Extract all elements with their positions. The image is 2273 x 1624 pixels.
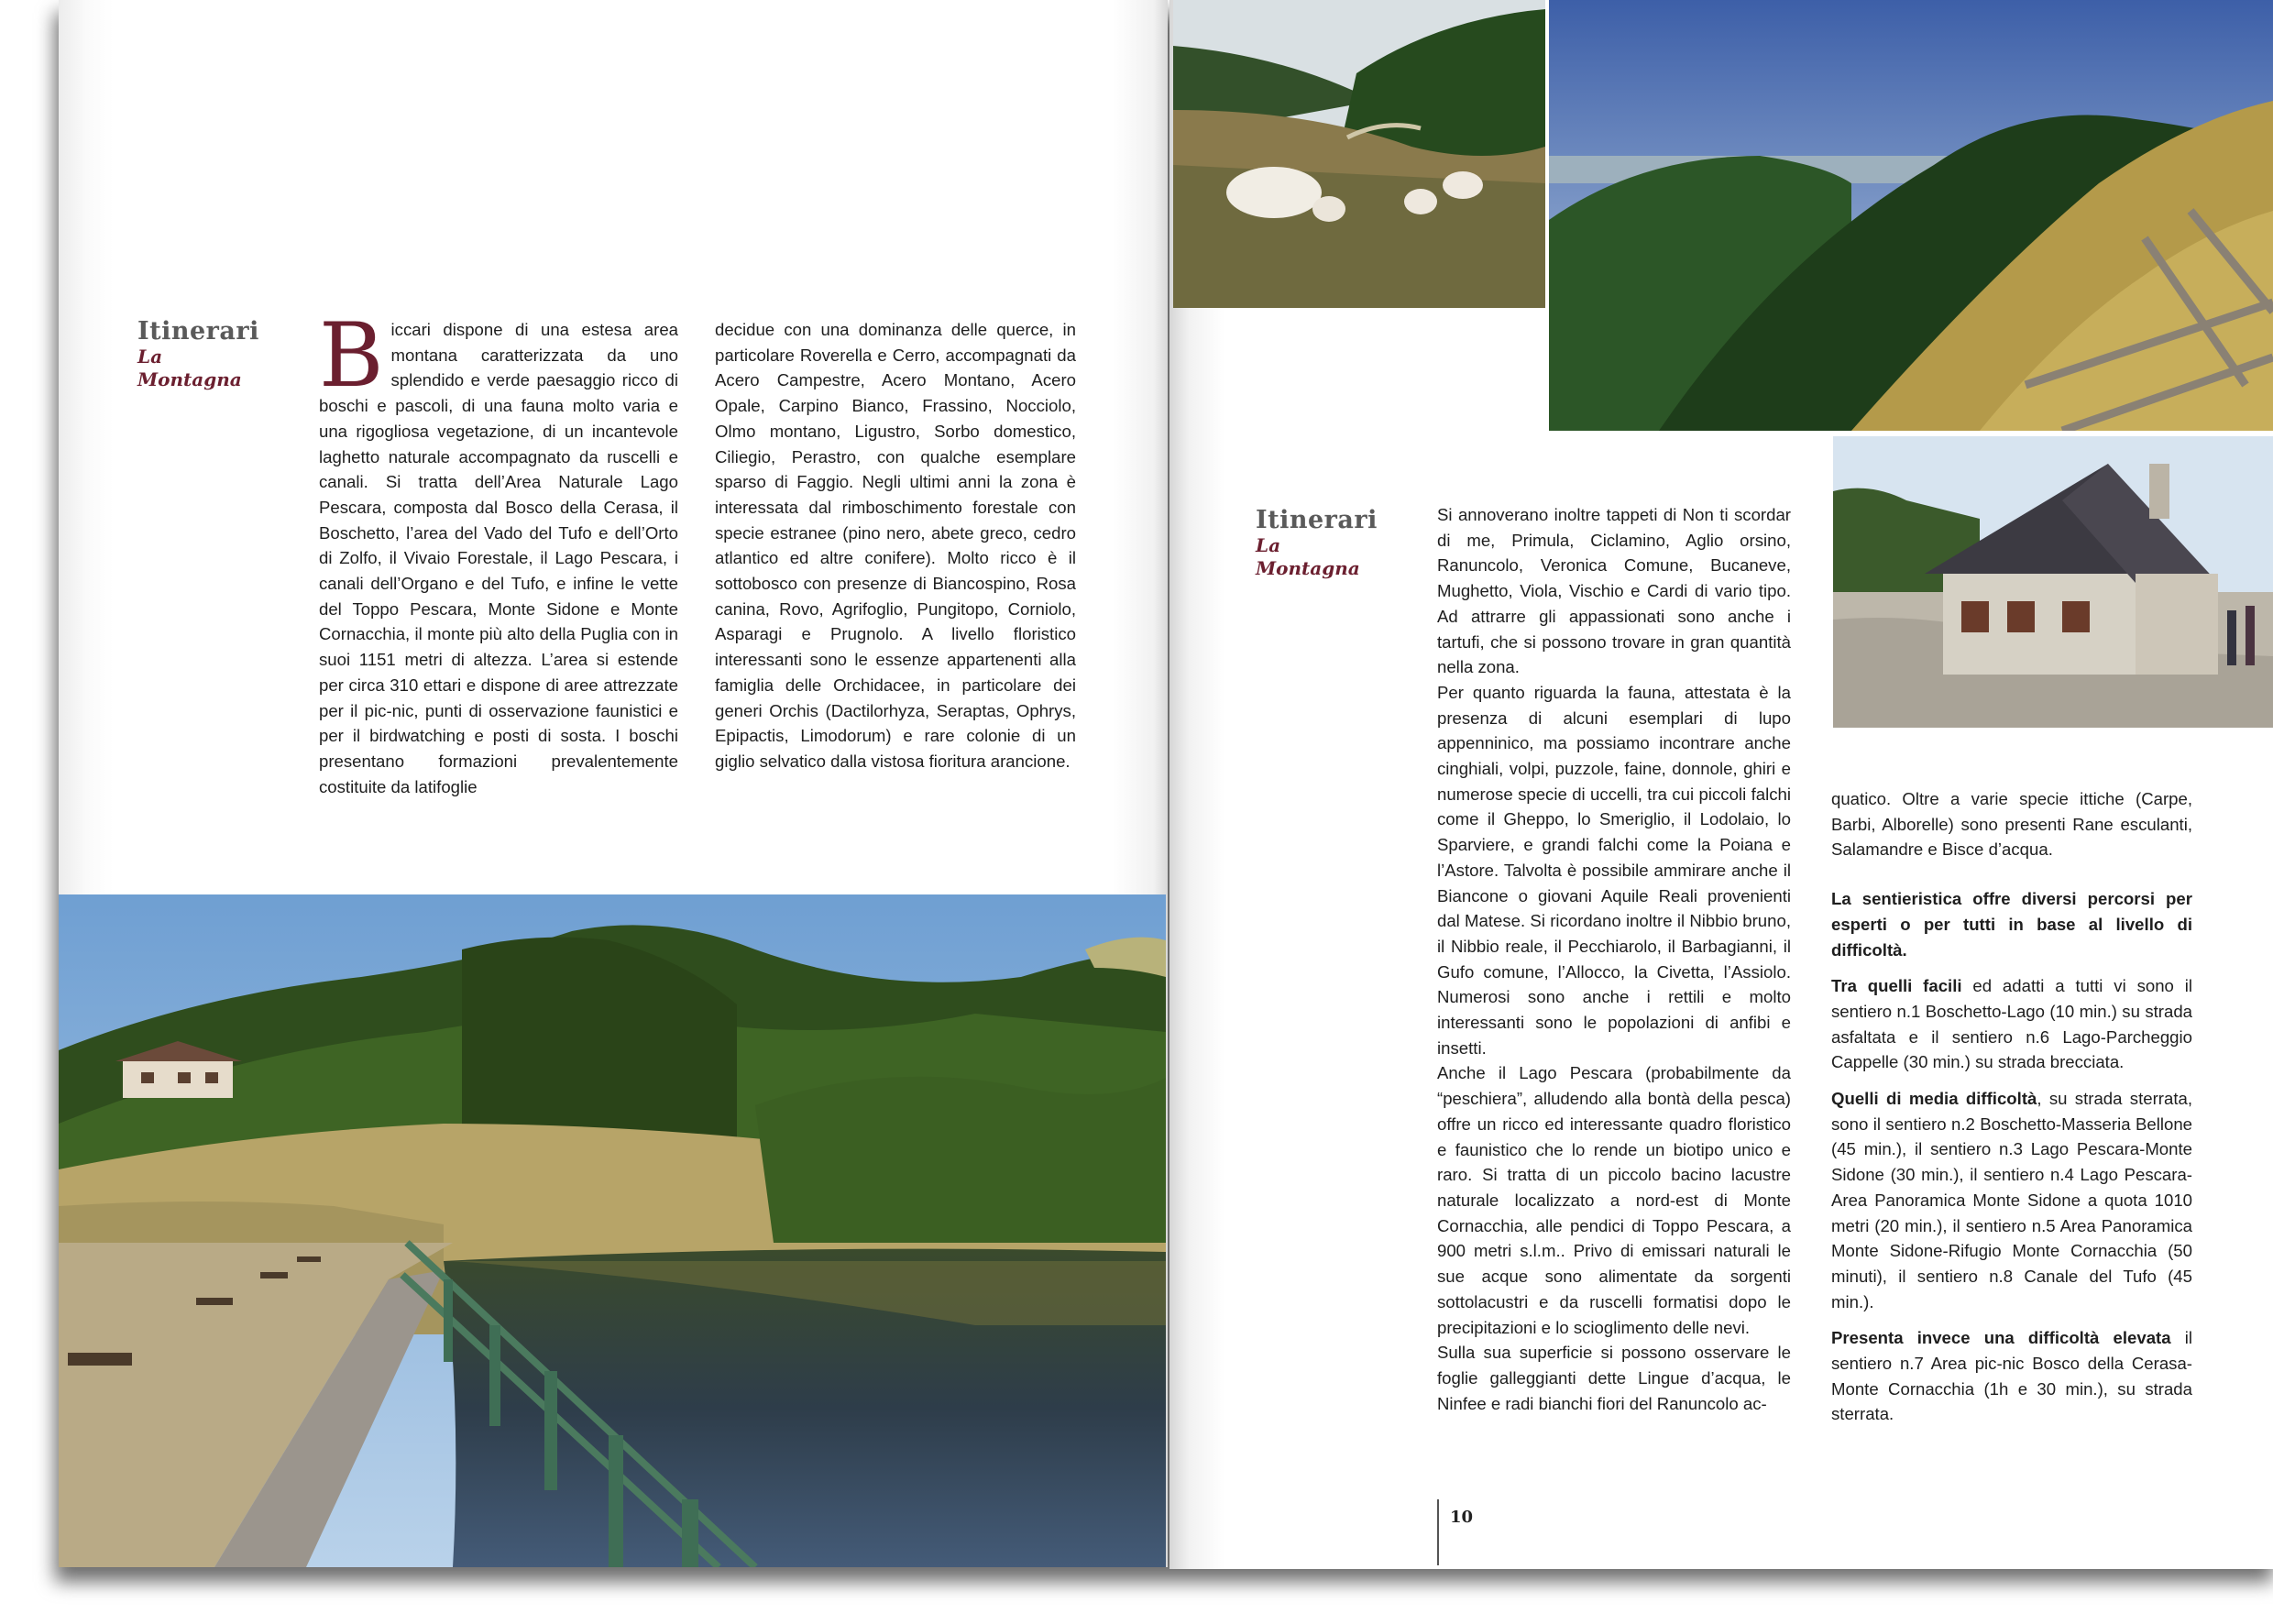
hard-trails-label: Presenta invece una difficoltà elevata — [1831, 1328, 2171, 1348]
easy-trails-text: ed adatti a tutti vi sono il sentiero n.1 Boschetto-Lago (10 min.) su strada asfaltata e il sentiero n.6 Lago-Parcheggio Cappelle (30 min.) su strada brecciata. — [1831, 976, 2192, 1072]
right-text-column-1 — [1437, 502, 1791, 1416]
heading-title: Itinerari — [1256, 506, 1378, 534]
cows-photo — [1173, 0, 1545, 308]
left-col1-text: iccari dispone di una estesa area montana caratterizzata da uno splendido e verde paesaggio ricco di boschi e pascoli, di una fauna molto varia e una rigogliosa vegetazione, di un incantevole laghetto naturale accompagnato da ruscelli e canali. Si tratta dell’Area Naturale Lago Pescara, composta dal Bosco della Cerasa, il Boschetto, l’area del Vado del Tufo e dell’Orto di Zolfo, il Vivaio Forestale, il Lago Pescara, i canali dell’Organo e del Tufo, e infine le vette del Toppo Pescara, Monte Sidone e Monte Cornacchia, il monte più alto della Puglia con in suoi 1151 metri di altezza. L’area si estende per circa 310 ettari e dispone di aree attrezzate per il pic-nic, punti di osservazione faunistici e per il birdwatching e posti di sosta. I boschi presentano formazioni prevalentemente costituite da latifoglie — [319, 320, 678, 796]
drop-cap: B — [319, 304, 384, 407]
heading-subtitle-line1: La — [1256, 534, 1281, 556]
mountain-refuge-photo — [1833, 436, 2273, 728]
hard-trails-text: il sentiero n.7 Area pic-nic Bosco della Cerasa-Monte Cornacchia (1h e 30 min.), su strada sterrata. — [1831, 1328, 2192, 1424]
lake-photo — [59, 894, 1166, 1567]
right-page — [1169, 0, 2273, 1569]
page-number: 10 — [1450, 1508, 1474, 1527]
heading-title: Itinerari — [137, 317, 259, 346]
right-text-column-2 — [1831, 786, 2192, 1427]
heading-subtitle-line2: Montagna — [137, 368, 242, 390]
paragraph-flowers: Si annoverano inoltre tappeti di Non ti scordar di me, Primula, Ciclamino, Aglio orsino, Ranuncolo, Veronica Comune, Bucaneve, Mughetto, Viola, Vischio e Cardi di vario tipo. Ad attrarre gli appassionati sono anche i tartufi, che si possono trovare in gran quantità nella zona. — [1437, 505, 1791, 677]
medium-trails-text: , su strada sterrata, sono il sentiero n.2 Boschetto-Masseria Bellone (45 min.), il sentiero n.3 Lago Pescara-Monte Sidone (30 min.), il sentiero n.4 Lago Pescara-Area Panoramica Monte Sidone a quota 1010 metri (20 min.), il sentiero n.5 Area Panoramica Monte Sidone-Rifugio Monte Cornacchia (50 minuti), il sentiero n.8 Canale del Tufo (45 min.). — [1831, 1089, 2193, 1311]
easy-trails-label: Tra quelli facili — [1831, 976, 1962, 996]
page-number-rule — [1437, 1499, 1439, 1565]
hills-photo — [1549, 0, 2273, 431]
trails-intro: La sentieristica offre diversi percorsi per esperti o per tutti in base al livello di difficoltà. — [1831, 889, 2192, 960]
paragraph-lake: Anche il Lago Pescara (probabilmente da “peschiera”, alludendo alla bontà della pesca) offre un ricco ed interessante quadro floristico e faunistico che lo rende un biotipo unico e raro. Si tratta di un piccolo bacino lacustre naturale localizzato a nord-est di Monte Cornacchia, alle pendici di Toppo Pescara, a 900 metri s.l.m.. Privo di emissari naturali le sue acque sono alimentate da sorgenti sottolacustri e da ruscelli formatisi dopo le precipitazioni e lo scioglimento delle nevi. — [1437, 1063, 1791, 1337]
heading-subtitle-line1: La — [137, 346, 163, 368]
left-col2-text: decidue con una dominanza delle querce, in particolare Roverella e Cerro, accompagnati da Acero Campestre, Acero Montano, Acero Opale, Carpino Bianco, Frassino, Nocciolo, Olmo montano, Ligustro, Sorbo domestico, Ciliegio, Perastro, con qualche esemplare sparso di Faggio. Negli ultimi anni la zona è interessata dal rimboschimento forestale con specie estranee (pino nero, abete greco, cedro atlantico ed altre conifere). Molto ricco è il sottobosco con presenze di Biancospino, Rosa canina, Rovo, Agrifoglio, Pungitopo, Corniolo, Asparagi e Prugnolo. A livello floristico interessanti sono le essenze appartenenti alla famiglia delle Orchidacee, in particolare dei generi Orchis (Dactilorhyza, Seraptas, Ophrys, Epipactis, Limodorum) e rare colonie di un giglio selvatico dalla vistosa fioritura arancione. — [715, 320, 1076, 771]
right-section-heading — [1256, 506, 1378, 580]
paragraph-aquatic: quatico. Oltre a varie specie ittiche (Carpe, Barbi, Alborelle) sono presenti Rane esculanti, Salamandre e Bisce d’acqua. — [1831, 789, 2192, 860]
paragraph-surface: Sulla sua superficie si possono osservare le foglie galleggianti dette Lingue d’acqua, le Ninfee e radi bianchi fiori del Ranuncolo ac- — [1437, 1343, 1791, 1413]
left-text-column-1 — [319, 304, 678, 799]
heading-subtitle-line2: Montagna — [1256, 557, 1360, 579]
left-section-heading — [137, 317, 259, 391]
left-text-column-2 — [715, 317, 1076, 774]
left-page — [59, 0, 1168, 1567]
paragraph-fauna: Per quanto riguarda la fauna, attestata è la presenza di alcuni esemplari di lupo appenninico, ma possiamo incontrare anche cinghiali, volpi, puzzole, faine, donnole, ghiri e numerose specie di uccelli, tra cui piccoli falchi come il Gheppo, lo Smeriglio, il Lodolaio, lo Sparviere, e grandi falchi come la Poiana e l’Astore. Talvolta è possibile ammirare anche il Biancone o giovani Aquile Reali provenienti dal Matese. Si ricordano inoltre il Nibbio bruno, il Nibbio reale, il Pecchiarolo, il Barbagianni, il Gufo comune, l’Allocco, la Civetta, l’Assiolo. Numerosi sono anche i rettili e molto interessanti sono le popolazioni di anfibi e insetti. — [1437, 682, 1791, 1058]
medium-trails-label: Quelli di media difficoltà — [1831, 1089, 2037, 1109]
